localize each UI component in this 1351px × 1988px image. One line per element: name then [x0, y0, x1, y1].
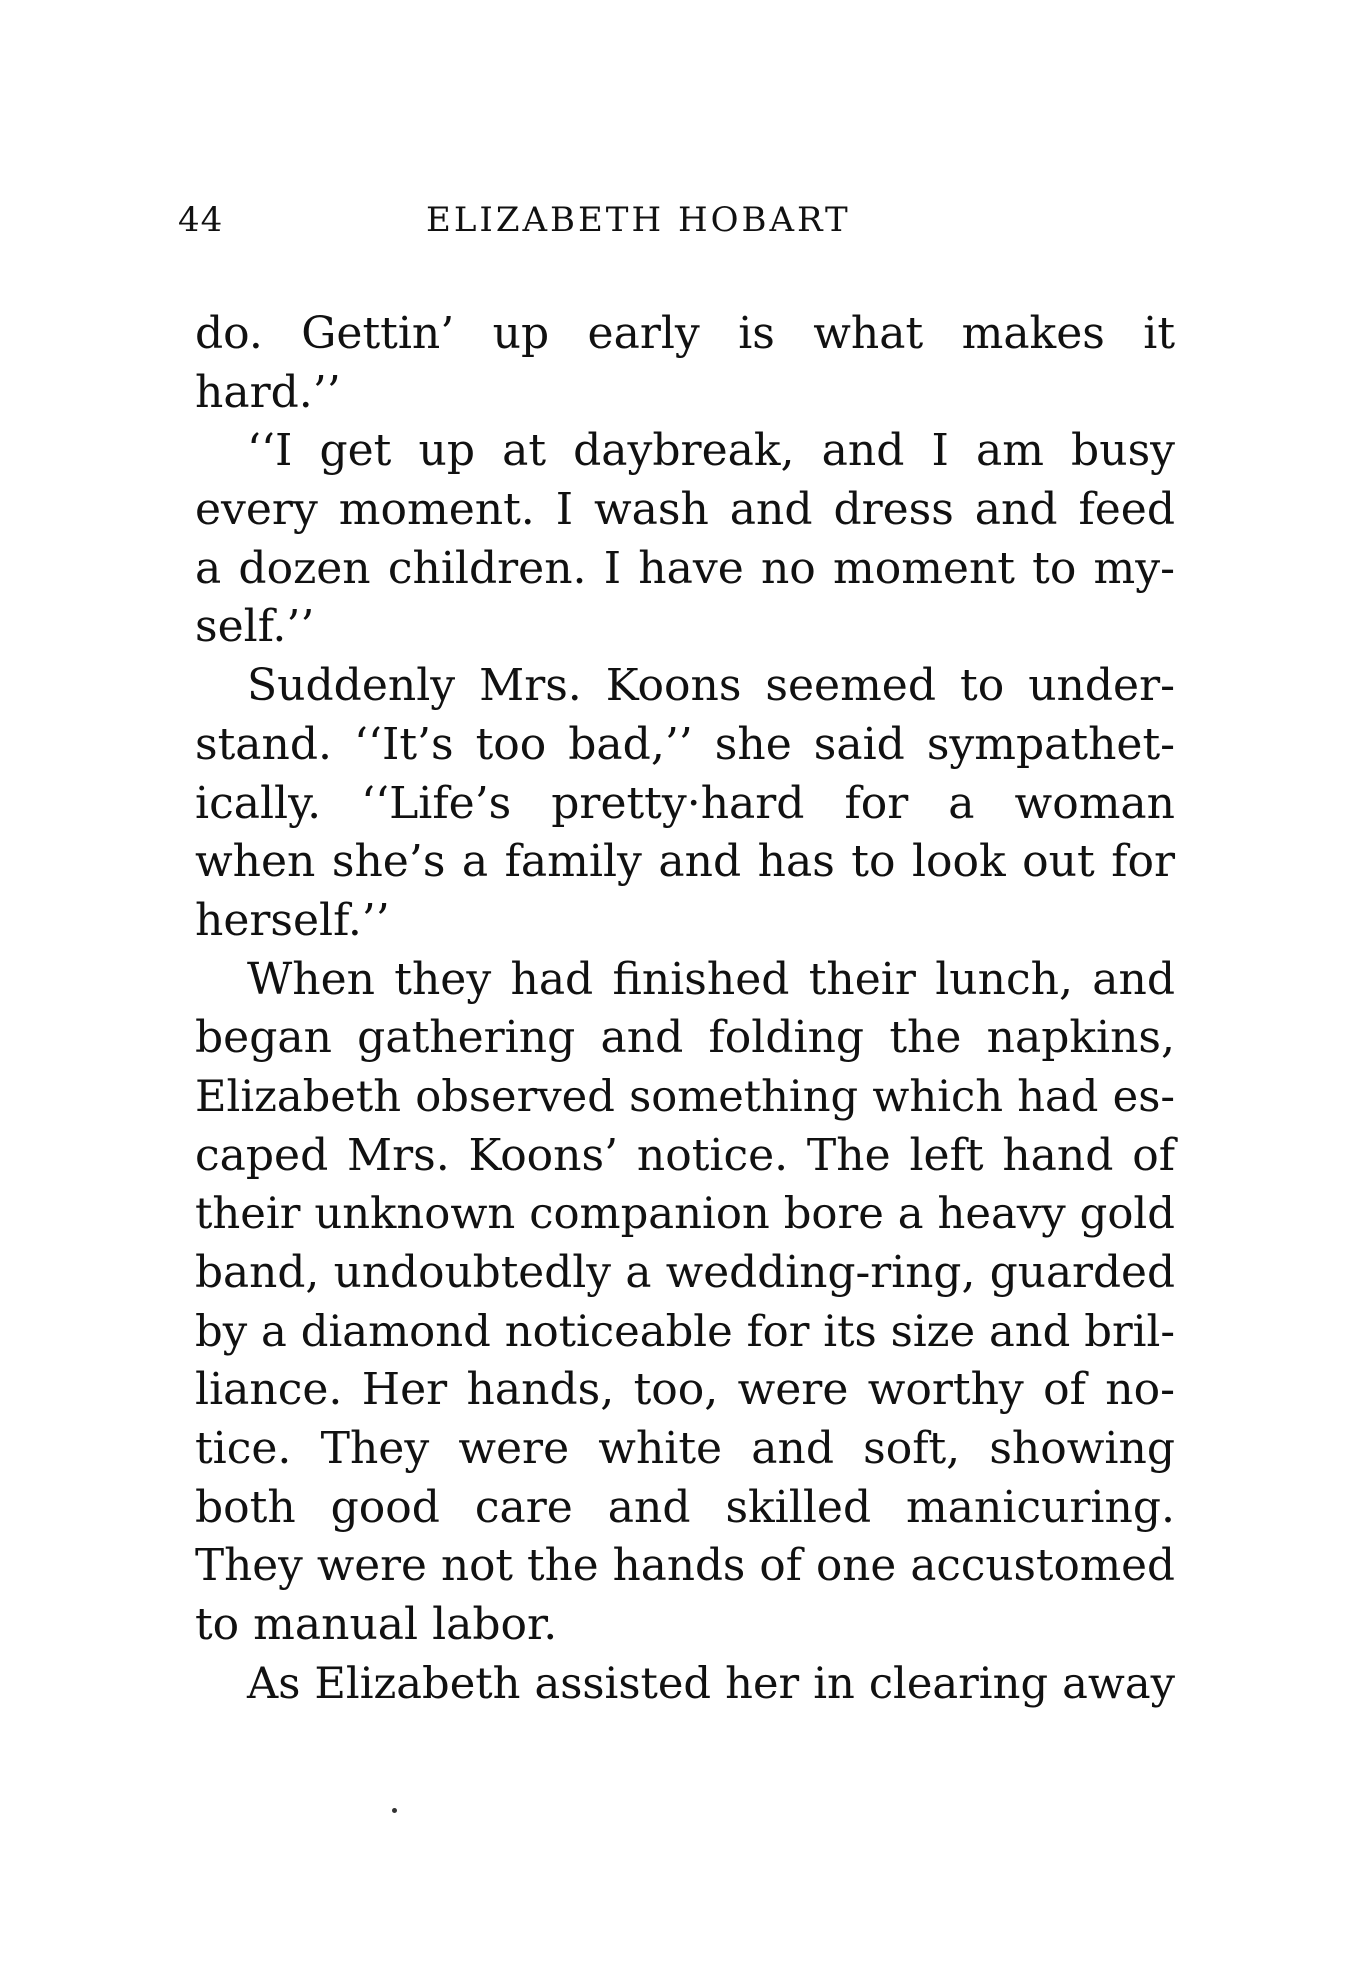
text-line: They were not the hands of one accustomed [195, 1540, 1175, 1592]
text-line: ically. ‘‘Life’s pretty·hard for a woman [195, 777, 1175, 829]
text-line: Elizabeth observed something which had es- [195, 1071, 1175, 1122]
body-text [195, 305, 1175, 1714]
text-line: by a diamond noticeable for its size and bril- [195, 1306, 1175, 1357]
text-line: a dozen children. I have no moment to my- [195, 542, 1175, 594]
text-line: band, undoubtedly a wedding-ring, guarded [195, 1247, 1175, 1298]
text-line: liance. Her hands, too, were worthy of no- [195, 1364, 1175, 1416]
text-line: do. Gettin’ up early is what makes it [195, 308, 1175, 359]
text-line: every moment. I wash and dress and feed [195, 484, 1175, 536]
text-line: ‘‘I get up at daybreak, and I am busy [247, 425, 1175, 477]
text-line: began gathering and folding the napkins, [195, 1012, 1175, 1064]
text-line: self.’’ [195, 601, 315, 653]
text-line: When they had finished their lunch, and [247, 953, 1175, 1005]
text-line: stand. ‘‘It’s too bad,’’ she said sympathet- [195, 718, 1175, 770]
page-header [178, 200, 938, 250]
text-line: when she’s a family and has to look out for [195, 836, 1175, 888]
text-line: both good care and skilled manicuring. [195, 1481, 1175, 1533]
text-line: hard.’’ [195, 366, 341, 418]
text-line: As Elizabeth assisted her in clearing away [247, 1658, 1175, 1709]
text-line: to manual labor. [195, 1599, 558, 1651]
text-line: Suddenly Mrs. Koons seemed to under- [247, 660, 1175, 712]
running-title: ELIZABETH HOBART [426, 200, 851, 240]
text-line: caped Mrs. Koons’ notice. The left hand of [195, 1129, 1175, 1181]
stray-ink-mark [392, 1808, 397, 1813]
text-line: tice. They were white and soft, showing [195, 1423, 1175, 1475]
page-number: 44 [178, 200, 224, 240]
text-line: their unknown companion bore a heavy gold [195, 1189, 1175, 1240]
text-line: herself.’’ [195, 894, 390, 946]
